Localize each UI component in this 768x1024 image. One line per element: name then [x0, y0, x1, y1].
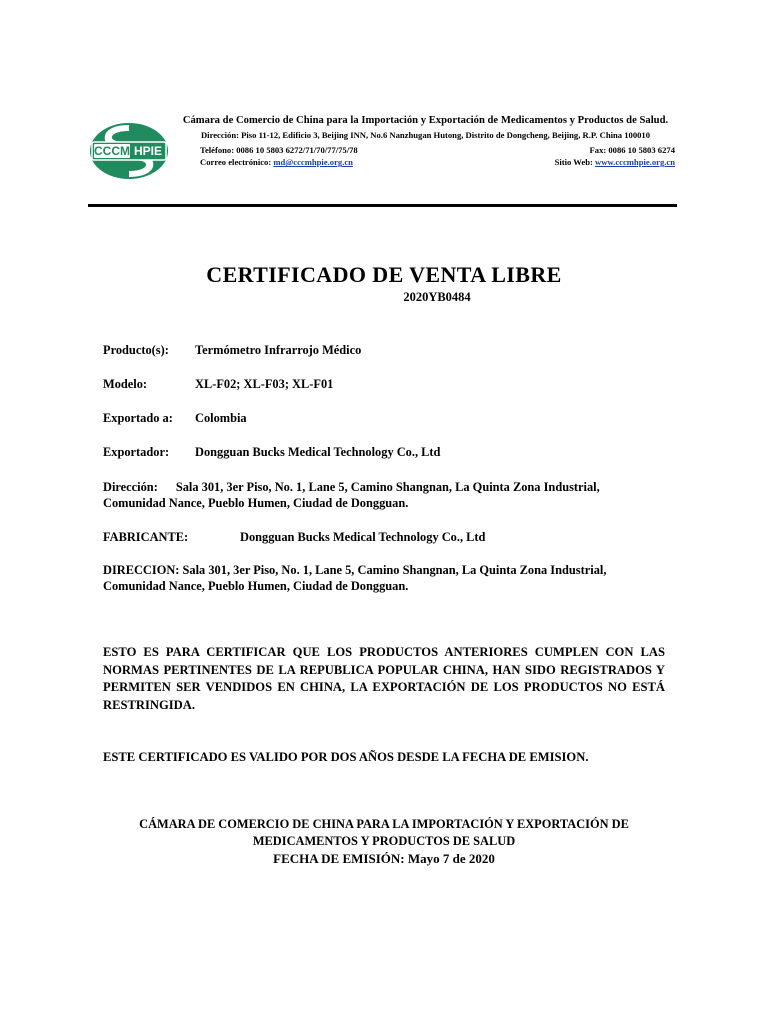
field-value: XL-F02; XL-F03; XL-F01	[195, 377, 334, 392]
footer-line-2: MEDICAMENTOS Y PRODUCTOS DE SALUD	[252, 833, 516, 848]
validity-statement: ESTE CERTIFICADO ES VALIDO POR DOS AÑOS DESDE LA FECHA DE EMISION.	[103, 750, 589, 764]
logo-container	[88, 114, 174, 182]
email-link[interactable]: md@cccmhpie.org.cn	[273, 157, 353, 168]
logo-text-hpie: HPIE	[133, 144, 163, 158]
manufacturer-label: FABRICANTE:	[103, 529, 189, 544]
website-line	[555, 156, 675, 168]
exporter-address-value: Sala 301, 3er Piso, No. 1, Lane 5, Camino Shangnan, La Quinta Zona Industrial, Comunidad Nance, Pueblo Humen, Ciudad de Dongguan.	[103, 479, 600, 510]
certification-statement: ESTO ES PARA CERTIFICAR QUE LOS PRODUCTOS ANTERIORES CUMPLEN CON LAS NORMAS PERTINENTES DE LA REPUBLICA POPULAR CHINA, HAN SIDO REGISTRADOS Y PERMITEN SER VENDIDOS EN CHINA, LA EXPORTACIÓN DE LOS PRODUCTOS NO ESTÁ RESTRINGIDA.	[103, 645, 665, 712]
field-row-exportador	[103, 444, 665, 460]
field-row-producto	[103, 342, 665, 358]
page-title: CERTIFICADO DE VENTA LIBRE	[206, 262, 562, 287]
field-value: Dongguan Bucks Medical Technology Co., Ltd	[195, 445, 441, 460]
logo-text-cccm: CCCM	[94, 144, 130, 158]
website-label: Sitio Web:	[554, 157, 593, 168]
org-address: Dirección: Piso 11-12, Edificio 3, Beijing INN, No.6 Nanzhugan Hutong, Distrito de Dongcheng, Beijing, R.P. China 100010	[200, 129, 651, 140]
manufacturer-address-label: DIRECCION:	[103, 562, 180, 577]
letterhead	[88, 114, 677, 182]
exporter-address-label: Dirección:	[103, 479, 158, 494]
contact-block	[174, 144, 677, 169]
phone-text: Teléfono: 0086 10 5803 6272/71/70/77/75/78	[200, 144, 358, 155]
org-info	[174, 114, 677, 169]
details-block	[103, 342, 665, 612]
field-label: Modelo:	[103, 377, 148, 392]
field-label: Exportador:	[103, 445, 170, 460]
footer-line-1: CÁMARA DE COMERCIO DE CHINA PARA LA IMPORTACIÓN Y EXPORTACIÓN DE	[139, 817, 629, 831]
field-row-exportado-a	[103, 410, 665, 426]
field-value: Colombia	[195, 411, 247, 426]
manufacturer-address-block	[103, 562, 665, 595]
field-label: Producto(s):	[103, 343, 169, 357]
email-line	[200, 156, 353, 168]
footer-block	[0, 816, 768, 867]
website-link[interactable]: www.cccmhpie.org.cn	[595, 157, 675, 168]
manufacturer-address-value: Sala 301, 3er Piso, No. 1, Lane 5, Camino Shangnan, La Quinta Zona Industrial, Comunidad Nance, Pueblo Humen, Ciudad de Dongguan.	[103, 562, 607, 594]
field-value: Termómetro Infrarrojo Médico	[195, 343, 362, 357]
fax-text: Fax: 0086 10 5803 6274	[589, 144, 675, 155]
certificate-number: 2020YB0484	[403, 290, 471, 304]
manufacturer-row	[103, 529, 665, 545]
exporter-address-block	[103, 479, 665, 512]
field-label: Exportado a:	[103, 411, 173, 426]
org-name: Cámara de Comercio de China para la Importación y Exportación de Medicamentos y Productos de Salud.	[182, 115, 669, 126]
field-row-modelo	[103, 376, 665, 392]
cccmhpie-logo-icon	[88, 120, 170, 182]
issue-date: FECHA DE EMISIÓN: Mayo 7 de 2020	[273, 850, 495, 866]
manufacturer-value: Dongguan Bucks Medical Technology Co., Ltd	[240, 529, 486, 544]
email-label: Correo electrónico:	[200, 157, 272, 168]
header-divider	[88, 204, 677, 207]
